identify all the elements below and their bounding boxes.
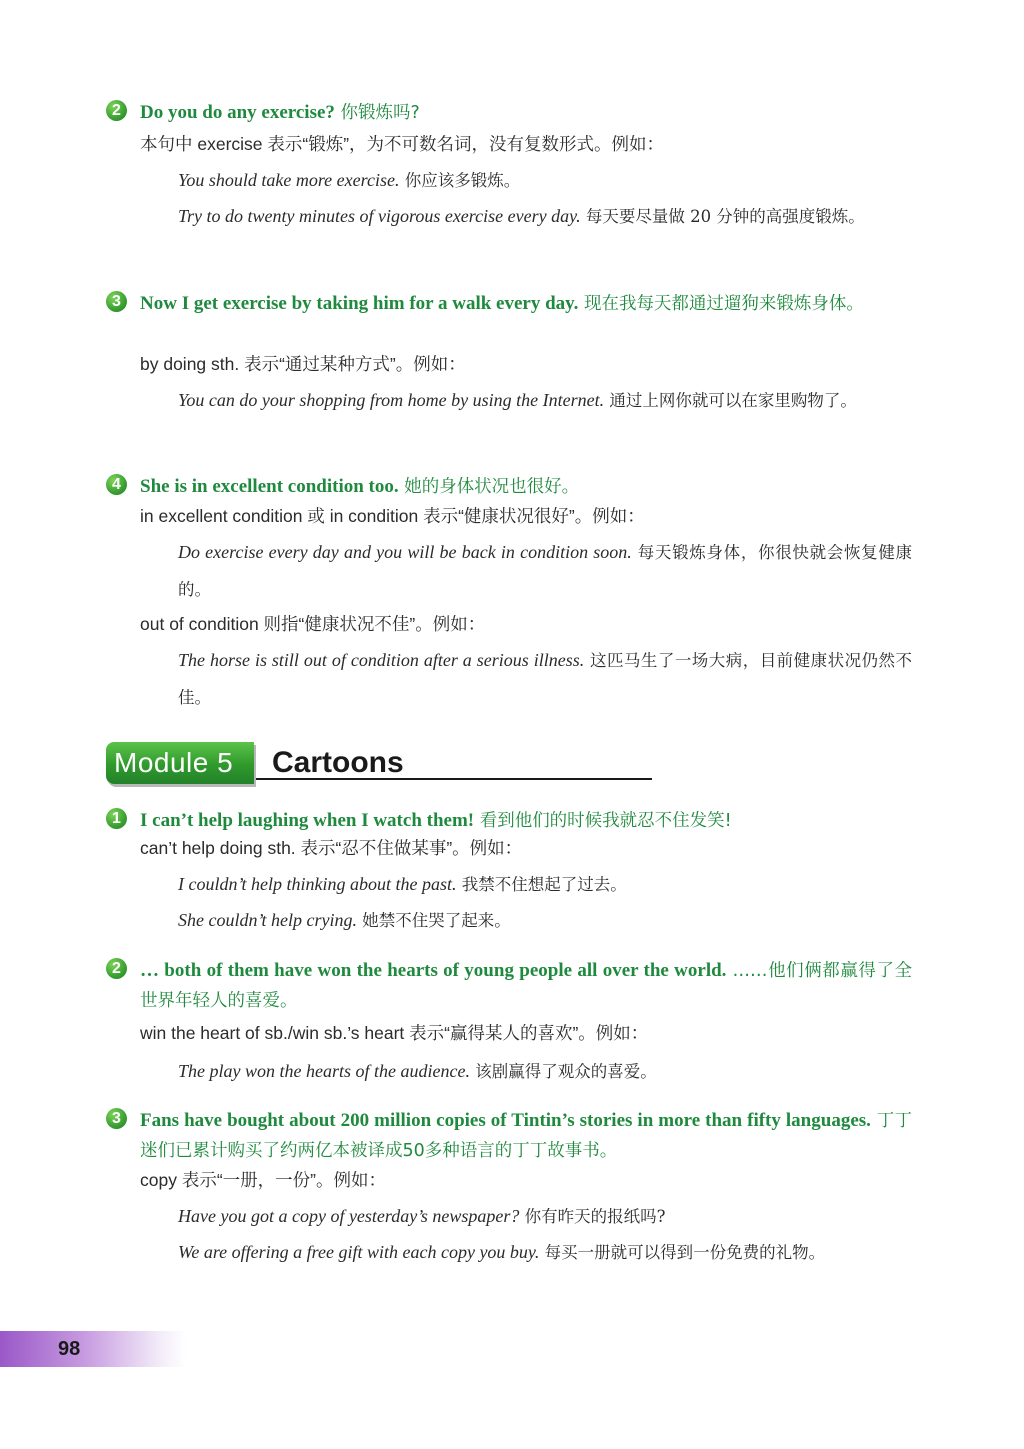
- module-label: Module 5: [106, 742, 254, 784]
- example-zh: 她禁不住哭了起来。: [356, 911, 511, 930]
- example-zh: 每天要尽量做 20 分钟的高强度锻炼。: [580, 207, 865, 226]
- note-title-en: Do you do any exercise?: [140, 102, 335, 123]
- module-header: [106, 742, 652, 786]
- note-title: [140, 1106, 912, 1166]
- example-en: The play won the hearts of the audience.: [178, 1061, 470, 1081]
- example-sentence: [178, 902, 912, 939]
- note-title-zh: 她的身体状况也很好。: [398, 477, 580, 497]
- item-number-badge: 2: [106, 100, 127, 121]
- note-title: [140, 956, 912, 1016]
- note-title: [140, 472, 912, 502]
- example-sentence: [178, 1053, 912, 1090]
- item-number-badge: 3: [106, 1108, 127, 1129]
- module-title: Cartoons: [272, 746, 404, 779]
- example-en: Have you got a copy of yesterday’s newspaper?: [178, 1206, 520, 1226]
- note-title-en: I can’t help laughing when I watch them!: [140, 810, 475, 831]
- note-title: [140, 98, 912, 128]
- note-explanation: can’t help doing sth. 表示“忍不住做某事”。例如：: [140, 838, 523, 858]
- example-zh: 每天锻炼身体，你很快就会恢复健康的。: [178, 543, 913, 599]
- note-explanation: copy 表示“一册，一份”。例如：: [140, 1170, 386, 1190]
- example-zh: 你有昨天的报纸吗?: [519, 1207, 666, 1226]
- note-title-zh: ……他们俩都赢得了全世界年轻人的喜爱。: [140, 961, 913, 1011]
- note-title-en: Now I get exercise by taking him for a walk every day.: [140, 293, 579, 314]
- note-title: [140, 806, 912, 836]
- example-zh: 你应该多锻炼。: [399, 171, 521, 190]
- note-title-en: She is in excellent condition too.: [140, 476, 399, 497]
- example-en: Do exercise every day and you will be back in condition soon.: [178, 542, 632, 562]
- note-explanation: by doing sth. 表示“通过某种方式”。例如：: [140, 354, 466, 374]
- example-sentence: [178, 642, 912, 716]
- note-title: [140, 289, 912, 319]
- example-sentence: [178, 1198, 912, 1235]
- example-zh: 我禁不住想起了过去。: [456, 875, 627, 894]
- example-en: The horse is still out of condition after a serious illness.: [178, 650, 585, 670]
- page-number-band: [0, 1331, 186, 1367]
- note-title-en: … both of them have won the hearts of young people all over the world.: [140, 960, 727, 981]
- example-en: She couldn’t help crying.: [178, 910, 357, 930]
- note-explanation: out of condition 则指“健康状况不佳”。例如：: [140, 614, 486, 634]
- example-sentence: [178, 162, 912, 199]
- note-explanation: 本句中 exercise 表示“锻炼”，为不可数名词，没有复数形式。例如：: [140, 134, 665, 154]
- note-title-zh: 丁丁迷们已累计购买了约两亿本被译成50多种语言的丁丁故事书。: [140, 1111, 912, 1161]
- example-sentence: [178, 1234, 912, 1271]
- page-number: 98: [58, 1338, 81, 1360]
- item-number-badge: 3: [106, 291, 127, 312]
- example-en: I couldn’t help thinking about the past.: [178, 874, 457, 894]
- example-en: Try to do twenty minutes of vigorous exercise every day.: [178, 206, 581, 226]
- note-explanation: in excellent condition 或 in condition 表示“健康状况很好”。例如：: [140, 506, 645, 526]
- example-sentence: [178, 198, 912, 235]
- example-zh: 每买一册就可以得到一份免费的礼物。: [539, 1243, 826, 1262]
- note-title-zh: 现在我每天都通过遛狗来锻炼身体。: [578, 294, 864, 314]
- example-sentence: [178, 534, 912, 608]
- example-sentence: [178, 382, 912, 419]
- example-zh: 这匹马生了一场大病，目前健康状况仍然不佳。: [178, 651, 912, 707]
- note-title-zh: 你锻炼吗?: [334, 103, 420, 123]
- example-zh: 通过上网你就可以在家里购物了。: [604, 391, 857, 410]
- note-title-en: Fans have bought about 200 million copies of Tintin’s stories in more than fifty languages.: [140, 1110, 871, 1131]
- example-sentence: [178, 866, 912, 903]
- example-en: We are offering a free gift with each copy you buy.: [178, 1242, 540, 1262]
- item-number-badge: 2: [106, 958, 127, 979]
- item-number-badge: 4: [106, 474, 127, 495]
- note-explanation: win the heart of sb./win sb.’s heart 表示“赢得某人的喜欢”。例如：: [140, 1023, 649, 1043]
- example-en: You can do your shopping from home by using the Internet.: [178, 390, 605, 410]
- note-title-zh: 看到他们的时候我就忍不住发笑!: [474, 811, 732, 831]
- item-number-badge: 1: [106, 808, 127, 829]
- example-en: You should take more exercise.: [178, 170, 400, 190]
- example-zh: 该剧赢得了观众的喜爱。: [469, 1062, 657, 1081]
